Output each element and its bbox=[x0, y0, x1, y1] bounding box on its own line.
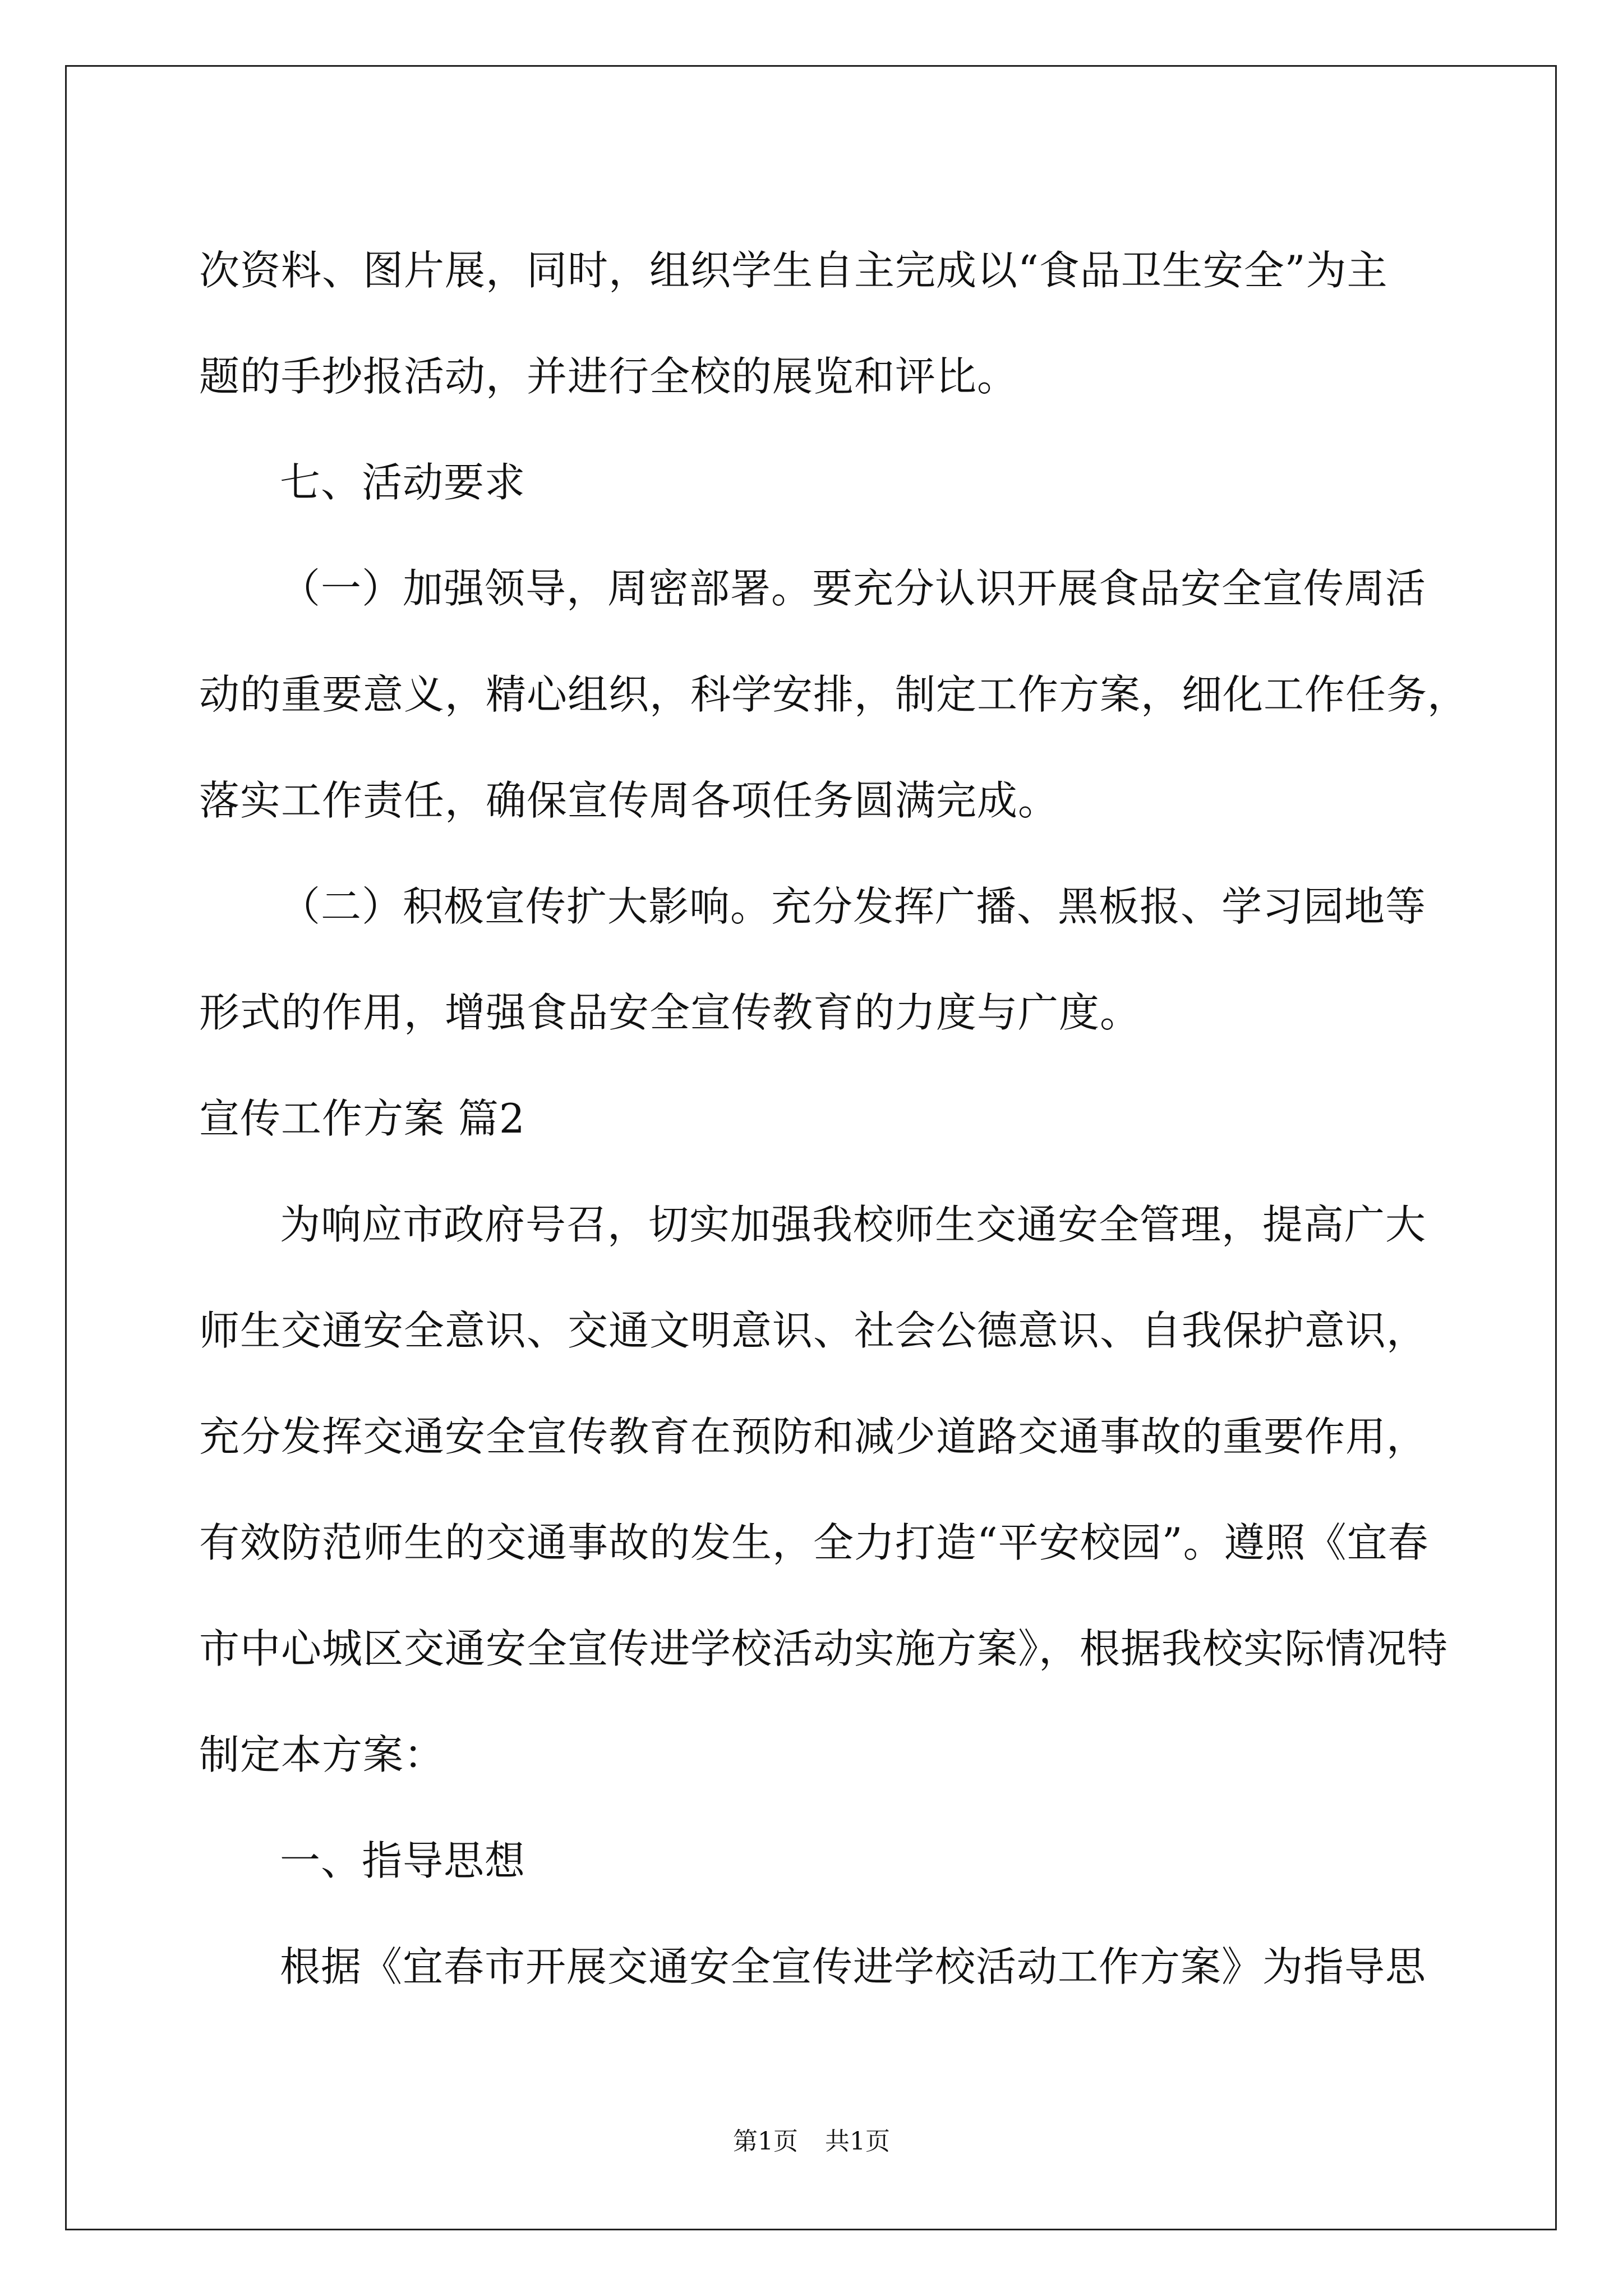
text-line: 形式的作用，增强食品安全宣传教育的力度与广度。 bbox=[199, 989, 1141, 1036]
text-line: （二）积极宣传扩大影响。充分发挥广播、黑板报、学习园地等 bbox=[280, 883, 1427, 930]
text-line: 次资料、图片展，同时，组织学生自主完成以“食品卫生安全”为主 bbox=[199, 247, 1388, 294]
page-total: 共1页 bbox=[825, 2127, 890, 2156]
text-line: 为响应市政府号召，切实加强我校师生交通安全管理，提高广大 bbox=[280, 1201, 1427, 1248]
article-title: 宣传工作方案 篇2 bbox=[199, 1095, 525, 1142]
text-line: 落实工作责任，确保宣传周各项任务圆满完成。 bbox=[199, 777, 1059, 824]
text-line: （一）加强领导，周密部署。要充分认识开展食品安全宣传周活 bbox=[280, 565, 1427, 612]
page-footer bbox=[0, 2125, 1623, 2159]
text-line: 制定本方案： bbox=[199, 1731, 445, 1778]
text-line: 充分发挥交通安全宣传教育在预防和减少道路交通事故的重要作用， bbox=[199, 1413, 1428, 1460]
document-body bbox=[199, 218, 1469, 2020]
section-heading: 一、指导思想 bbox=[280, 1837, 526, 1884]
section-heading: 七、活动要求 bbox=[280, 459, 526, 506]
text-line: 动的重要意义，精心组织，科学安排，制定工作方案，细化工作任务， bbox=[199, 671, 1469, 718]
page-number: 第1页 bbox=[733, 2127, 798, 2156]
text-line: 根据《宜春市开展交通安全宣传进学校活动工作方案》为指导思 bbox=[280, 1943, 1427, 1990]
text-line: 有效防范师生的交通事故的发生，全力打造“平安校园”。遵照《宜春 bbox=[199, 1519, 1429, 1566]
text-line: 市中心城区交通安全宣传进学校活动实施方案》，根据我校实际情况特 bbox=[199, 1625, 1449, 1672]
text-line: 师生交通安全意识、交通文明意识、社会公德意识、自我保护意识， bbox=[199, 1307, 1428, 1354]
text-line: 题的手抄报活动，并进行全校的展览和评比。 bbox=[199, 353, 1018, 400]
